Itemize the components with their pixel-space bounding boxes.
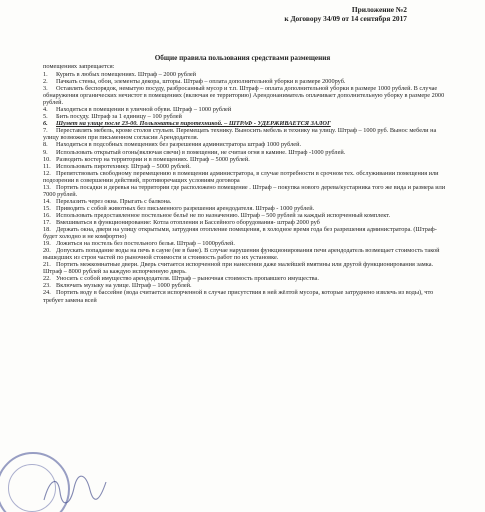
rule-number: 2. <box>43 78 48 86</box>
rule-text: Использовать пиротехнику. Штраф – 5000 рублей. <box>56 162 191 170</box>
rules-title: Общие правила пользования средствами размещения <box>154 54 331 62</box>
appendix-title: Приложение №2 <box>351 5 407 14</box>
rule-item <box>43 219 448 226</box>
rule-number: 20. <box>43 247 51 255</box>
rule-item <box>43 289 448 303</box>
rule-text: Использовать открытый огонь(включая свечи) в помещении, не считая огня в камине. Штраф -1000 рублей. <box>56 148 346 156</box>
rule-text: Курить в любых помещениях. Штраф – 2000 рублей <box>56 71 197 78</box>
rule-number: 5. <box>43 113 48 121</box>
rule-number: 10. <box>43 155 51 163</box>
rule-text: Оставлять беспорядок, немытую посуду, разбросанный мусор и т.п. Штраф – оплата дополнительной уборки в размере 1000 рублей. В случае обнаружения органических нечистот в помещениях (включая ее территорию) Арендонаниматель оплачивает дополнительную уборку в размере 2000 рублей. <box>43 85 445 107</box>
document-header <box>284 5 407 23</box>
rules-intro: помещениях запрещается: <box>43 63 115 70</box>
rule-number: 23. <box>43 282 51 290</box>
rule-item <box>43 261 448 275</box>
rule-text: Уносить с собой имущество арендодателя. Штраф – рыночная стоимость пропавшего имущества. <box>56 275 319 283</box>
rule-number: 13. <box>43 183 51 191</box>
rule-item <box>43 156 448 163</box>
rule-number: 22. <box>43 275 51 283</box>
rule-number: 7. <box>43 127 48 135</box>
rule-text: Разводить костер на территории и в помещениях. Штраф – 5000 рублей. <box>56 155 250 163</box>
rule-item <box>43 226 448 240</box>
rule-text: Препятствовать свободному перемещению в помещении администратора, в случае потребности в срочном тех. обслуживании помещения или подозрении в совершении действий, противоречащих условиям договора <box>43 169 439 184</box>
rule-text: Портить посадки и деревья на территории где расположено помещение . Штраф – покупка нового дерева/кустарника того же вида и размера или 7000 рублей. <box>43 183 446 198</box>
rule-text: Портить межкомнатные двери. Дверь считается испорченной при нанесении даже малейшей вмятины или другой функционирования замка. Штраф – 8000 рублей за каждую испорченную дверь. <box>43 261 434 276</box>
rule-text: Держать окна, двери на улицу открытыми, затрудняя отопление помещения, в холодное время года без разрешения администратора. (Штраф- будет холодно и не комфортно) <box>43 226 437 241</box>
rule-text: Бить посуду. Штраф за 1 единицу – 100 рублей <box>56 113 182 121</box>
rule-number: 19. <box>43 240 51 248</box>
rule-text: Пачкать стены, обои, элементы декора, шторы. Штраф – оплата дополнительной уборки в размере 2000руб. <box>56 78 346 86</box>
rule-number: 14. <box>43 197 51 205</box>
rule-text: Вмешиваться в функционирование: Котла отопления и Бассейного оборудования- штраф 2000 руб <box>56 218 320 226</box>
rule-number: 11. <box>43 162 51 170</box>
rule-number: 3. <box>43 85 48 93</box>
rule-item <box>43 163 448 170</box>
rule-item <box>43 247 448 261</box>
rule-item <box>43 170 448 184</box>
rule-text: Использовать предоставленное постельное бельё не по назначению. Штраф – 500 рублей за каждый испорченный комплект. <box>56 211 391 219</box>
rule-item <box>43 275 448 282</box>
rule-item <box>43 141 448 148</box>
rule-text: Допускать попадание воды на печь в сауне (не в бане). В случае нарушения функционирования печи арендодатель возмещает стоимость такой вышедших из строя частей по рыночной стоимости и стоимость работ по их установке. <box>43 247 440 262</box>
rule-item <box>43 205 448 212</box>
rule-text: Ложиться на постель без постельного белья. Штраф – 1000рублей. <box>56 240 235 248</box>
rule-number: 24. <box>43 289 51 297</box>
rule-item <box>43 149 448 156</box>
rule-item <box>43 184 448 198</box>
rule-number: 15. <box>43 204 51 212</box>
rule-item <box>43 212 448 219</box>
rule-number: 1. <box>43 71 48 78</box>
rule-text: Находиться в помещении в уличной обуви. Штраф – 1000 рублей <box>56 106 232 114</box>
rule-number: 4. <box>43 106 48 114</box>
rule-item <box>43 71 448 78</box>
contract-reference: к Договору 34/09 от 14 сентября 2017 <box>284 14 407 23</box>
rule-text: Находиться в подсобных помещениях без разрешения администратора штраф 1000 рублей. <box>56 141 302 149</box>
rule-item <box>43 127 448 141</box>
rule-number: 12. <box>43 169 51 177</box>
rule-number: 18. <box>43 226 51 234</box>
rule-text: Переставлять мебель, кроме столов стульев. Перемещать технику. Выносить мебель и технику на улицу. Штраф – 1000 руб. Вынос мебели на улицу возможен при письменном согласии Арендодателя. <box>43 127 437 142</box>
rule-text: Включать музыку на улице. Штраф – 1000 рублей. <box>56 282 192 290</box>
rule-text: Портить воду в бассейне (вода считается испорченной в случае присутствия в ней жёлтой мусора, которые затруднено извлечь из воды), что требует замена всей <box>43 289 434 304</box>
rule-number: 17. <box>43 218 51 226</box>
rule-item <box>43 106 448 113</box>
rule-item <box>43 85 448 106</box>
rule-number: 21. <box>43 261 51 269</box>
rule-number: 16. <box>43 211 51 219</box>
rule-item <box>43 282 448 289</box>
rule-item <box>43 198 448 205</box>
rule-item <box>43 240 448 247</box>
rule-item <box>43 78 448 85</box>
rule-number: 6. <box>43 120 48 128</box>
rule-number: 9. <box>43 148 48 156</box>
rule-item <box>43 113 448 120</box>
rule-number: 8. <box>43 141 48 149</box>
rule-text: Приводить с собой животных без письменного разрешения арендодателя. Штраф - 1000 рублей. <box>56 204 315 212</box>
rule-text: Шумет на улице после 23-00. Пользоваться пиротехникой. – ШТРАФ - УДЕРЖИВАЕТСЯ ЗАЛОГ <box>56 120 331 128</box>
handwritten-signature <box>40 470 110 510</box>
rule-text: Перелазить через окна. Прыгать с балкона. <box>56 197 172 205</box>
rules-list <box>43 71 448 304</box>
rule-item <box>43 120 448 127</box>
